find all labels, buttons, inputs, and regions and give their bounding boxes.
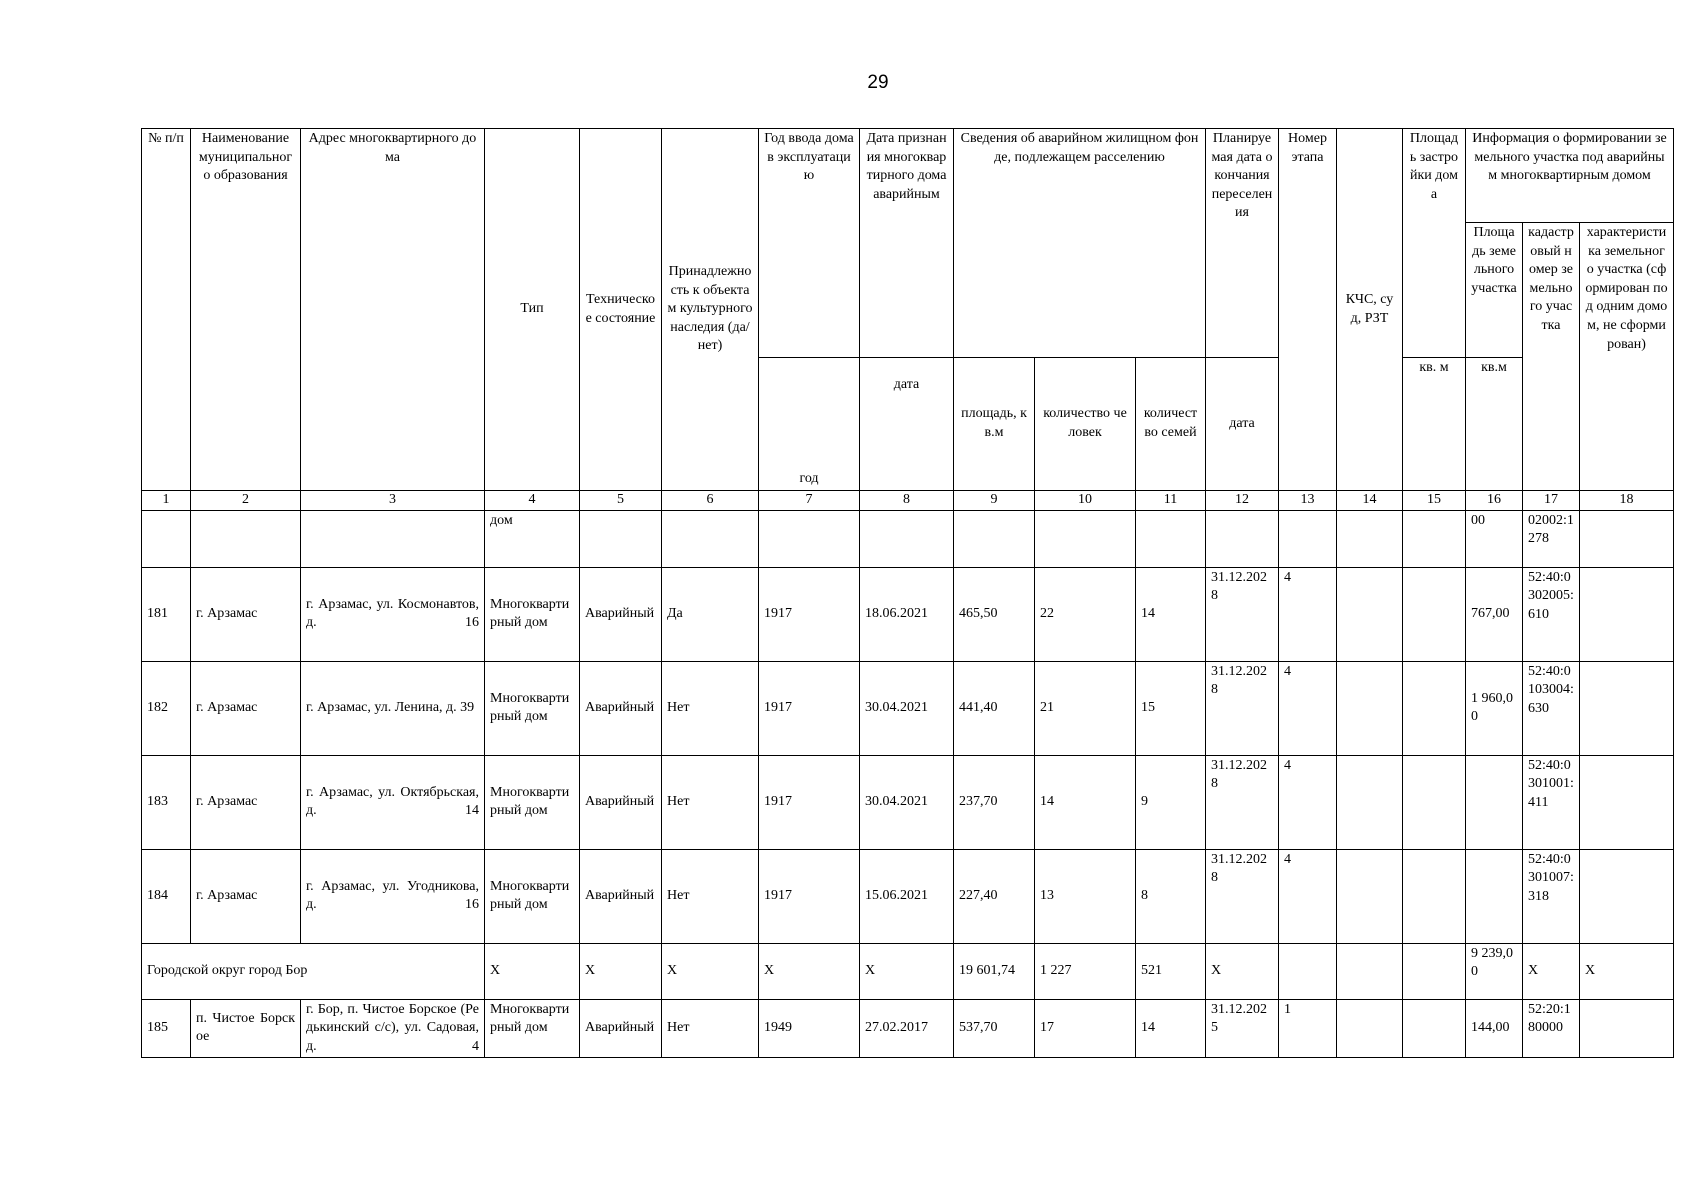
page-number: 29 xyxy=(867,72,889,93)
subtotal-people: 1 227 xyxy=(1035,943,1136,999)
cell-recognition-date: 27.02.2017 xyxy=(860,999,954,1058)
cell-type: Многоквартирный дом xyxy=(485,755,580,849)
col-header-municipality: Наименование муниципального образования xyxy=(191,129,301,491)
cell-recognition-date: 18.06.2021 xyxy=(860,567,954,661)
cell-families: 8 xyxy=(1136,849,1206,943)
cell-kchs xyxy=(1337,567,1403,661)
column-numbers-row xyxy=(142,491,1674,511)
col-header-people: количество человек xyxy=(1035,358,1136,491)
cell-people: 22 xyxy=(1035,567,1136,661)
cell-people: 17 xyxy=(1035,999,1136,1058)
subtotal-cadastral-number: X xyxy=(1523,943,1580,999)
cell-number: 183 xyxy=(142,755,191,849)
cell-building-area xyxy=(1403,567,1466,661)
col-header-condition: Техническое состояние xyxy=(580,129,662,491)
cell-land-characteristic xyxy=(1580,999,1674,1058)
cell-condition: Аварийный xyxy=(580,567,662,661)
subtotal-condition: X xyxy=(580,943,662,999)
continuation-row xyxy=(142,510,1674,567)
cell-municipality: г. Арзамас xyxy=(191,849,301,943)
cell-heritage: Да xyxy=(662,567,759,661)
cell-resettlement-date: 31.12.2028 xyxy=(1206,661,1279,755)
cell-stage: 4 xyxy=(1279,567,1337,661)
cell-land-area xyxy=(1466,755,1523,849)
col-subheader-building-area-unit: кв. м xyxy=(1403,358,1466,491)
cell-area: 237,70 xyxy=(954,755,1035,849)
cell-area: 465,50 xyxy=(954,567,1035,661)
subtotal-area: 19 601,74 xyxy=(954,943,1035,999)
subtotal-label: Городской округ город Бор xyxy=(142,943,485,999)
cell-cadastral-number: 52:40:0302005:610 xyxy=(1523,567,1580,661)
cell-recognition-date: 15.06.2021 xyxy=(860,849,954,943)
emergency-housing-table xyxy=(141,128,1674,1058)
cell-cadastral-number: 52:20:180000 xyxy=(1523,999,1580,1058)
column-number: 18 xyxy=(1580,491,1674,511)
cell-empty xyxy=(1136,510,1206,567)
cell-empty xyxy=(580,510,662,567)
cell-stage: 4 xyxy=(1279,849,1337,943)
cell-year: 1917 xyxy=(759,755,860,849)
cell-municipality: г. Арзамас xyxy=(191,755,301,849)
cell-families: 14 xyxy=(1136,999,1206,1058)
cell-kchs xyxy=(1337,661,1403,755)
cell-cadastral-number: 52:40:0301007:318 xyxy=(1523,849,1580,943)
subtotal-land-characteristic: X xyxy=(1580,943,1674,999)
cell-municipality: п. Чистое Борское xyxy=(191,999,301,1058)
col-header-year: Год ввода дома в эксплуатацию xyxy=(759,129,860,358)
cell-municipality: г. Арзамас xyxy=(191,661,301,755)
cell-empty xyxy=(1580,510,1674,567)
cell-empty xyxy=(1337,510,1403,567)
cell-cadastral-number: 02002:1278 xyxy=(1523,510,1580,567)
col-header-heritage: Принадлежность к объектам культурного наследия (да/нет) xyxy=(662,129,759,491)
cell-cadastral-number: 52:40:0103004:630 xyxy=(1523,661,1580,755)
column-number: 3 xyxy=(301,491,485,511)
cell-condition: Аварийный xyxy=(580,999,662,1058)
cell-people: 14 xyxy=(1035,755,1136,849)
col-header-land-area: Площадь земельного участка xyxy=(1466,223,1523,358)
cell-families: 14 xyxy=(1136,567,1206,661)
column-number: 8 xyxy=(860,491,954,511)
col-header-area: площадь, кв.м xyxy=(954,358,1035,491)
cell-heritage: Нет xyxy=(662,849,759,943)
col-header-kchs: КЧС, суд, РЗТ xyxy=(1337,129,1403,491)
cell-type: Многоквартирный дом xyxy=(485,849,580,943)
column-number: 5 xyxy=(580,491,662,511)
column-number: 14 xyxy=(1337,491,1403,511)
column-number: 12 xyxy=(1206,491,1279,511)
cell-land-area: 767,00 xyxy=(1466,567,1523,661)
subtotal-land-area: 9 239,00 xyxy=(1466,943,1523,999)
col-header-number: № п/п xyxy=(142,129,191,491)
cell-families: 9 xyxy=(1136,755,1206,849)
cell-land-area: 144,00 xyxy=(1466,999,1523,1058)
cell-kchs xyxy=(1337,755,1403,849)
cell-land-characteristic xyxy=(1580,849,1674,943)
cell-condition: Аварийный xyxy=(580,661,662,755)
cell-empty xyxy=(860,510,954,567)
column-number: 1 xyxy=(142,491,191,511)
cell-empty xyxy=(662,510,759,567)
col-header-address: Адрес многоквартирного дома xyxy=(301,129,485,491)
cell-empty xyxy=(1403,943,1466,999)
cell-empty xyxy=(301,510,485,567)
cell-number: 184 xyxy=(142,849,191,943)
cell-building-area xyxy=(1403,999,1466,1058)
cell-year: 1917 xyxy=(759,849,860,943)
cell-condition: Аварийный xyxy=(580,849,662,943)
col-header-recognition-date: Дата признания многоквартирного дома аварийным xyxy=(860,129,954,358)
cell-empty xyxy=(1279,943,1337,999)
cell-empty xyxy=(954,510,1035,567)
cell-year: 1949 xyxy=(759,999,860,1058)
column-number: 4 xyxy=(485,491,580,511)
cell-kchs xyxy=(1337,849,1403,943)
cell-address: г. Арзамас, ул. Угодникова, д. 16 xyxy=(301,849,485,943)
cell-area: 537,70 xyxy=(954,999,1035,1058)
column-number: 7 xyxy=(759,491,860,511)
cell-land-area xyxy=(1466,849,1523,943)
col-subheader-date: дата xyxy=(860,358,954,491)
cell-number: 185 xyxy=(142,999,191,1058)
cell-heritage: Нет xyxy=(662,755,759,849)
cell-families: 15 xyxy=(1136,661,1206,755)
subtotal-row xyxy=(142,943,1674,999)
cell-type: Многоквартирный дом xyxy=(485,567,580,661)
cell-cadastral-number: 52:40:0301001:411 xyxy=(1523,755,1580,849)
cell-heritage: Нет xyxy=(662,999,759,1058)
cell-type: Многоквартирный дом xyxy=(485,999,580,1058)
col-subheader-land-area-unit: кв.м xyxy=(1466,358,1523,491)
col-header-resettlement-date: Планируемая дата окончания переселения xyxy=(1206,129,1279,358)
table-row xyxy=(142,849,1674,943)
column-number: 16 xyxy=(1466,491,1523,511)
cell-address: г. Арзамас, ул. Ленина, д. 39 xyxy=(301,661,485,755)
column-number: 11 xyxy=(1136,491,1206,511)
col-header-cadastral-number: кадастровый номер земельного участка xyxy=(1523,223,1580,491)
subtotal-year: X xyxy=(759,943,860,999)
cell-number: 182 xyxy=(142,661,191,755)
cell-people: 21 xyxy=(1035,661,1136,755)
cell-resettlement-date: 31.12.2028 xyxy=(1206,849,1279,943)
cell-empty xyxy=(1337,943,1403,999)
table-row xyxy=(142,567,1674,661)
cell-empty xyxy=(142,510,191,567)
cell-building-area xyxy=(1403,755,1466,849)
subtotal-recognition-date: X xyxy=(860,943,954,999)
cell-address: г. Арзамас, ул. Октябрьская, д. 14 xyxy=(301,755,485,849)
cell-recognition-date: 30.04.2021 xyxy=(860,661,954,755)
cell-empty xyxy=(1279,510,1337,567)
cell-land-area: 1 960,00 xyxy=(1466,661,1523,755)
cell-stage: 4 xyxy=(1279,755,1337,849)
col-header-emergency-fund-group: Сведения об аварийном жилищном фонде, подлежащем расселению xyxy=(954,129,1206,358)
table-row xyxy=(142,755,1674,849)
col-header-type: Тип xyxy=(485,129,580,491)
cell-year: 1917 xyxy=(759,567,860,661)
cell-resettlement-date: 31.12.2028 xyxy=(1206,755,1279,849)
cell-land-characteristic xyxy=(1580,661,1674,755)
cell-stage: 1 xyxy=(1279,999,1337,1058)
table-row xyxy=(142,661,1674,755)
cell-land-area: 00 xyxy=(1466,510,1523,567)
col-header-building-area: Площадь застройки дома xyxy=(1403,129,1466,358)
cell-stage: 4 xyxy=(1279,661,1337,755)
col-subheader-year: год xyxy=(759,358,860,491)
subtotal-families: 521 xyxy=(1136,943,1206,999)
subtotal-resettlement-date: X xyxy=(1206,943,1279,999)
cell-kchs xyxy=(1337,999,1403,1058)
cell-empty xyxy=(1206,510,1279,567)
column-number: 17 xyxy=(1523,491,1580,511)
column-number: 15 xyxy=(1403,491,1466,511)
cell-recognition-date: 30.04.2021 xyxy=(860,755,954,849)
cell-land-characteristic xyxy=(1580,755,1674,849)
subtotal-heritage: X xyxy=(662,943,759,999)
cell-heritage: Нет xyxy=(662,661,759,755)
column-number: 2 xyxy=(191,491,301,511)
col-subheader-resettlement-date: дата xyxy=(1206,358,1279,491)
column-number: 10 xyxy=(1035,491,1136,511)
cell-empty xyxy=(191,510,301,567)
column-number: 9 xyxy=(954,491,1035,511)
cell-building-area xyxy=(1403,849,1466,943)
cell-resettlement-date: 31.12.2025 xyxy=(1206,999,1279,1058)
cell-empty xyxy=(759,510,860,567)
cell-area: 441,40 xyxy=(954,661,1035,755)
cell-empty xyxy=(1403,510,1466,567)
col-header-families: количество семей xyxy=(1136,358,1206,491)
col-header-stage: Номер этапа xyxy=(1279,129,1337,491)
cell-municipality: г. Арзамас xyxy=(191,567,301,661)
subtotal-type: X xyxy=(485,943,580,999)
col-header-land-characteristic: характеристика земельного участка (сформирован под одним домом, не сформирован) xyxy=(1580,223,1674,491)
cell-people: 13 xyxy=(1035,849,1136,943)
cell-area: 227,40 xyxy=(954,849,1035,943)
cell-empty xyxy=(1035,510,1136,567)
col-header-land-plot-group: Информация о формировании земельного участка под аварийным многоквартирным домом xyxy=(1466,129,1674,223)
cell-address: г. Бор, п. Чистое Борское (Редькинский с/с), ул. Садовая, д. 4 xyxy=(301,999,485,1058)
cell-building-area xyxy=(1403,661,1466,755)
cell-number: 181 xyxy=(142,567,191,661)
cell-land-characteristic xyxy=(1580,567,1674,661)
cell-type: Многоквартирный дом xyxy=(485,661,580,755)
cell-address: г. Арзамас, ул. Космонавтов, д. 16 xyxy=(301,567,485,661)
cell-condition: Аварийный xyxy=(580,755,662,849)
cell-type: дом xyxy=(485,510,580,567)
table-row xyxy=(142,999,1674,1058)
cell-year: 1917 xyxy=(759,661,860,755)
column-number: 13 xyxy=(1279,491,1337,511)
column-number: 6 xyxy=(662,491,759,511)
cell-resettlement-date: 31.12.2028 xyxy=(1206,567,1279,661)
